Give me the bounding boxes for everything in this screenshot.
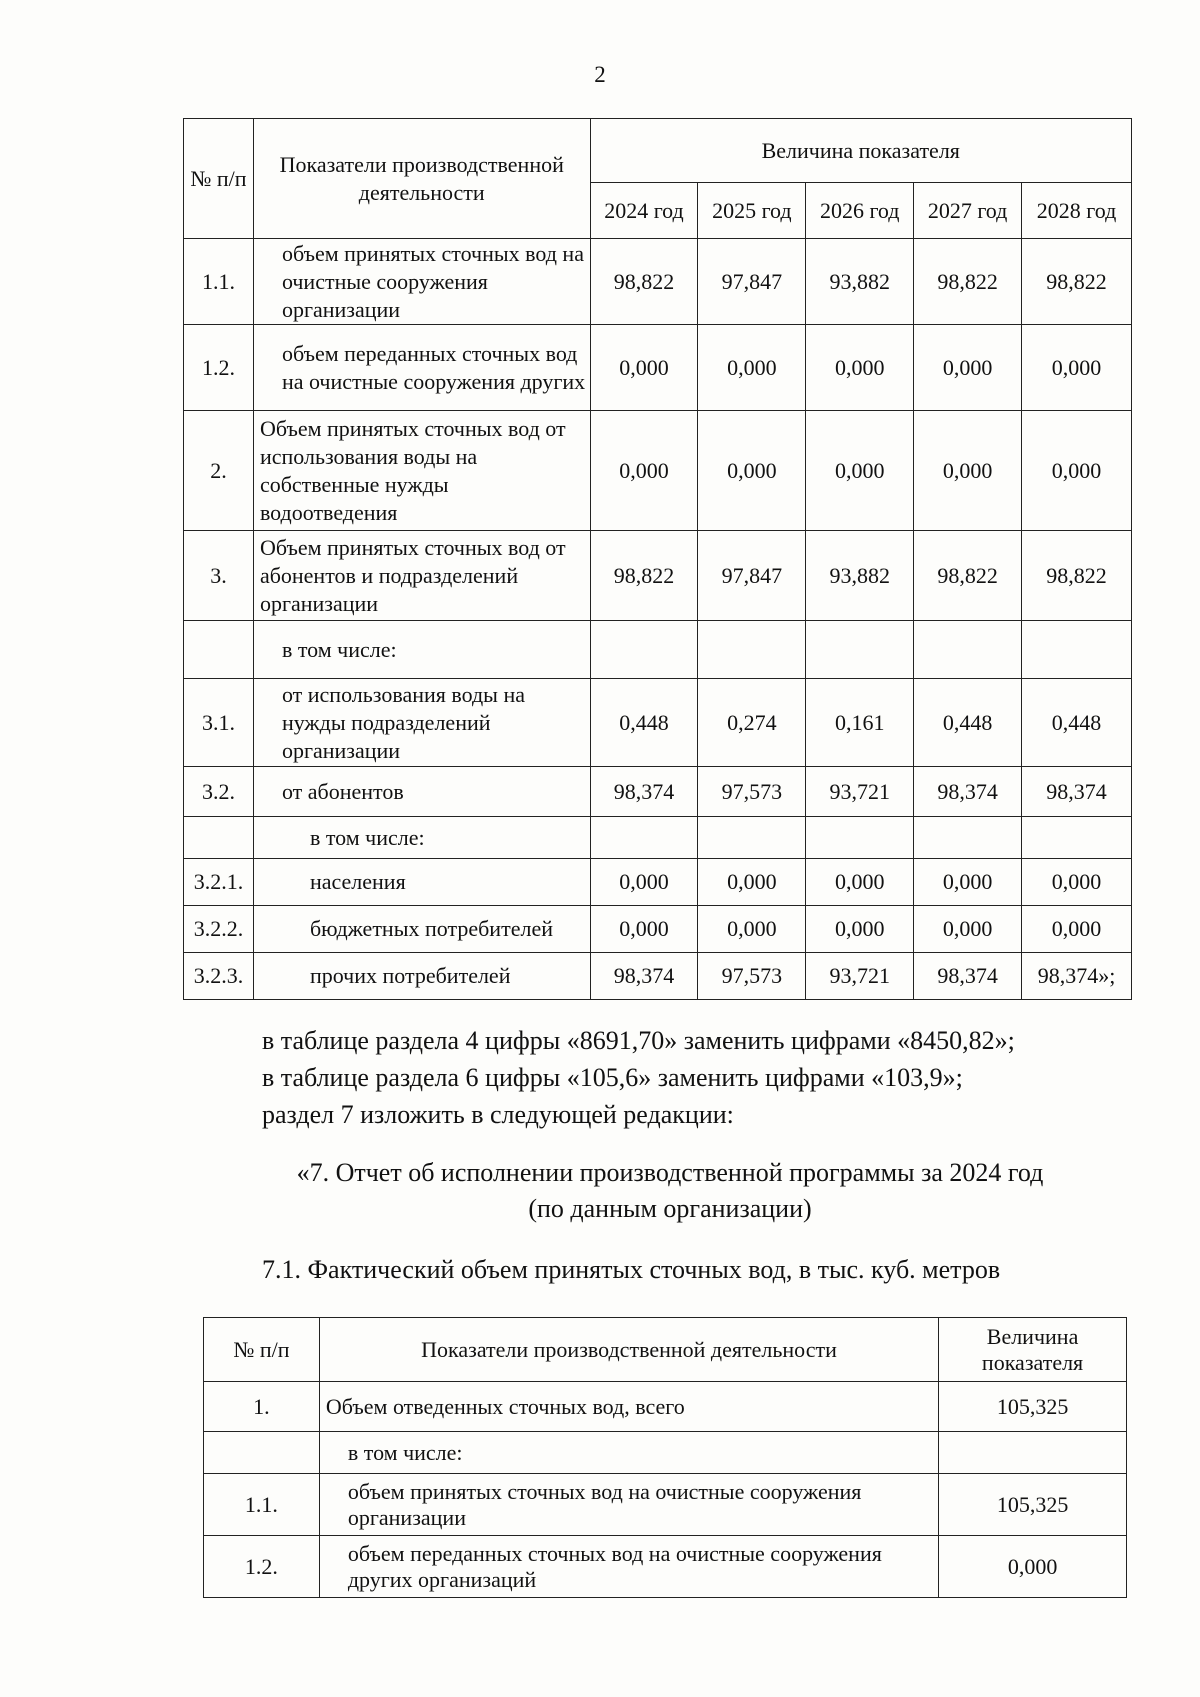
row-indicator-name: объем переданных сточных вод на очистные сооружения других организаций [319,1536,938,1598]
row-value: 0,000 [806,906,914,953]
row-value [914,817,1022,859]
paragraph: в таблице раздела 4 цифры «8691,70» заменить цифрами «8450,82»; [262,1026,1015,1055]
row-value: 93,721 [806,767,914,817]
row-value: 0,448 [1022,679,1132,767]
production-indicators-table [183,118,1132,1000]
table-row [204,1432,1127,1474]
row-value: 98,822 [1022,531,1132,621]
row-value: 0,000 [1022,411,1132,531]
col-header-year: 2026 год [806,183,914,239]
row-value: 0,000 [1022,906,1132,953]
section-title-line: «7. Отчет об исполнении производственной программы за 2024 год [296,1158,1044,1187]
row-value: 0,448 [590,679,698,767]
row-indicator-name: от использования воды на нужды подразделений организации [253,679,590,767]
table-row [184,325,1132,411]
col-header-year: 2028 год [1022,183,1132,239]
row-indicator-name: населения [253,859,590,906]
row-indicator-name: бюджетных потребителей [253,906,590,953]
row-indicator-name: объем принятых сточных вод на очистные сооружения организации [319,1474,938,1536]
row-value [590,817,698,859]
row-value: 105,325 [939,1382,1127,1432]
row-indicator-name: объем принятых сточных вод на очистные сооружения организации [253,239,590,325]
row-indicator-name: в том числе: [319,1432,938,1474]
row-value: 0,000 [698,325,806,411]
row-indicator-name: Объем отведенных сточных вод, всего [319,1382,938,1432]
row-value: 0,000 [1022,325,1132,411]
row-value: 98,374 [1022,767,1132,817]
row-value: 0,000 [590,859,698,906]
row-value [939,1432,1127,1474]
row-indicator-name: прочих потребителей [253,953,590,1000]
col-header-year: 2027 год [914,183,1022,239]
row-value: 98,822 [590,239,698,325]
amendment-paragraphs [262,1022,1142,1133]
row-value [806,621,914,679]
section-title [190,1155,1150,1227]
row-number: 3. [184,531,254,621]
row-value: 93,721 [806,953,914,1000]
row-number: 3.2.2. [184,906,254,953]
actual-volume-table [203,1317,1127,1598]
row-value: 98,374 [590,767,698,817]
subsection-title: 7.1. Фактический объем принятых сточных вод, в тыс. куб. метров [262,1255,1001,1284]
table-row [184,817,1132,859]
row-value: 0,161 [806,679,914,767]
row-value: 98,822 [914,239,1022,325]
section-title-line: (по данным организации) [528,1194,812,1223]
row-value: 0,000 [914,325,1022,411]
row-number: 1.1. [184,239,254,325]
row-value: 0,000 [939,1536,1127,1598]
row-number [184,817,254,859]
row-number: 3.2. [184,767,254,817]
row-number [204,1432,320,1474]
row-value: 98,374 [914,953,1022,1000]
row-value [914,621,1022,679]
row-number: 1. [204,1382,320,1432]
row-number: 3.2.3. [184,953,254,1000]
row-value: 0,000 [914,859,1022,906]
row-value: 0,000 [806,325,914,411]
row-value: 105,325 [939,1474,1127,1536]
paragraph: в таблице раздела 6 цифры «105,6» заменить цифрами «103,9»; [262,1063,963,1092]
col-header-num: № п/п [204,1318,320,1382]
paragraph: раздел 7 изложить в следующей редакции: [262,1100,734,1129]
row-number: 2. [184,411,254,531]
row-value: 0,000 [914,906,1022,953]
row-value: 98,822 [1022,239,1132,325]
row-value: 0,274 [698,679,806,767]
row-value: 0,000 [590,325,698,411]
row-value: 98,374 [590,953,698,1000]
col-header-value-group: Величина показателя [590,119,1131,183]
row-value [698,621,806,679]
row-value: 0,000 [1022,859,1132,906]
row-value: 97,573 [698,953,806,1000]
row-number: 3.2.1. [184,859,254,906]
row-value: 0,000 [698,906,806,953]
row-value: 0,000 [914,411,1022,531]
row-value: 0,000 [806,411,914,531]
row-number [184,621,254,679]
row-number: 1.2. [204,1536,320,1598]
col-header-year: 2025 год [698,183,806,239]
row-indicator-name: от абонентов [253,767,590,817]
table-row [184,531,1132,621]
table-row [184,953,1132,1000]
row-value: 93,882 [806,531,914,621]
page-number: 2 [594,62,606,87]
row-value [806,817,914,859]
row-value: 98,374 [914,767,1022,817]
row-value: 97,847 [698,239,806,325]
table-row [184,906,1132,953]
row-indicator-name: в том числе: [253,621,590,679]
row-value [1022,817,1132,859]
table-row [184,859,1132,906]
row-value: 0,000 [590,411,698,531]
row-value [698,817,806,859]
col-header-indicator: Показатели производственной деятельности [319,1318,938,1382]
table-row [184,411,1132,531]
row-value: 0,000 [590,906,698,953]
table-row [184,239,1132,325]
row-value: 0,000 [806,859,914,906]
row-value: 0,448 [914,679,1022,767]
row-value: 0,000 [698,411,806,531]
col-header-year: 2024 год [590,183,698,239]
row-value [1022,621,1132,679]
table-row [204,1474,1127,1536]
row-indicator-name: Объем принятых сточных вод от абонентов и подразделений организации [253,531,590,621]
row-value: 93,882 [806,239,914,325]
table-row [184,679,1132,767]
row-value: 98,374»; [1022,953,1132,1000]
table-row [184,767,1132,817]
row-number: 1.2. [184,325,254,411]
row-value: 98,822 [914,531,1022,621]
table-row [184,621,1132,679]
col-header-indicator: Показатели производственной деятельности [253,119,590,239]
row-value: 97,847 [698,531,806,621]
row-value: 97,573 [698,767,806,817]
col-header-value: Величина показателя [939,1318,1127,1382]
table-row [204,1382,1127,1432]
row-value: 0,000 [698,859,806,906]
row-value [590,621,698,679]
row-number: 3.1. [184,679,254,767]
row-indicator-name: Объем принятых сточных вод от использования воды на собственные нужды водоотведения [253,411,590,531]
row-indicator-name: объем переданных сточных вод на очистные сооружения других [253,325,590,411]
row-indicator-name: в том числе: [253,817,590,859]
col-header-num: № п/п [184,119,254,239]
row-value: 98,822 [590,531,698,621]
row-number: 1.1. [204,1474,320,1536]
table-row [204,1536,1127,1598]
